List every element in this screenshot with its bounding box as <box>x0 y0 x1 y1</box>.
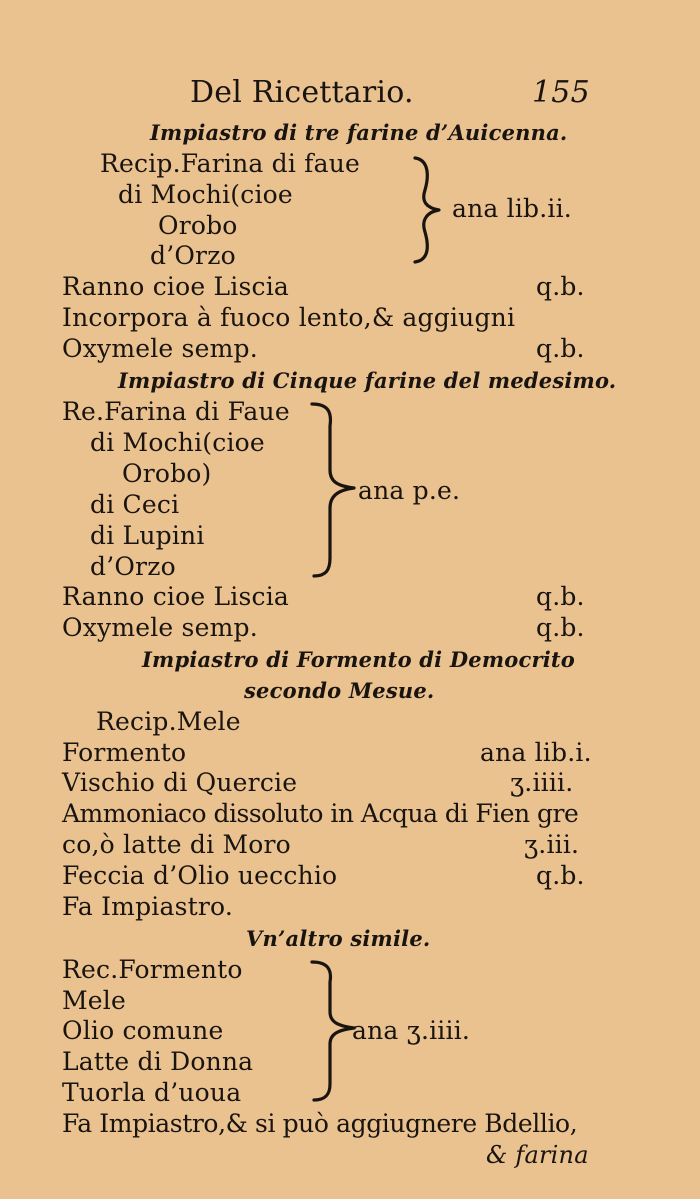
ana-quantity: ana p.e. <box>358 476 461 505</box>
recipe-line: Oxymele semp. <box>62 334 258 363</box>
quantity: q.b. <box>536 613 585 642</box>
recipe-line: Fa Impiastro,& si può aggiugnere Bdellio, <box>62 1109 578 1138</box>
quantity: ʒ.iii. <box>524 830 580 859</box>
recipe-heading: Impiastro di tre farine d’Auicenna. <box>150 120 568 145</box>
recipe-heading: Vn’altro simile. <box>246 926 431 951</box>
recipe-heading: Impiastro di Formento di Democrito <box>142 647 575 672</box>
page-number: 155 <box>532 75 590 110</box>
ingredient-line: d’Orzo <box>150 241 236 270</box>
ingredient-line: Re.Farina di Faue <box>62 397 290 426</box>
quantity: q.b. <box>536 861 585 890</box>
ingredient-line: Orobo) <box>122 459 212 488</box>
recipe-line: Vischio di Quercie <box>62 768 298 797</box>
quantity: ana lib.i. <box>480 738 592 767</box>
recipe-heading: Impiastro di Cinque farine del medesimo. <box>118 368 617 393</box>
ingredient-line: Latte di Donna <box>62 1047 254 1076</box>
recipe-line: Fa Impiastro. <box>62 892 233 921</box>
ingredient-line: di Lupini <box>90 521 205 550</box>
ana-quantity: ana lib.ii. <box>452 194 572 223</box>
ingredient-line: Olio comune <box>62 1016 224 1045</box>
recipe-line: & farina <box>486 1141 589 1169</box>
ingredient-line: di Ceci <box>90 490 180 519</box>
recipe-line: Incorpora à fuoco lento,& aggiugni <box>62 303 516 332</box>
ana-quantity: ana ʒ.iiii. <box>352 1016 471 1045</box>
ingredient-line: Tuorla d’uoua <box>62 1078 242 1107</box>
ingredient-line: Rec.Formento <box>62 955 243 984</box>
recipe-line: Formento <box>62 738 187 767</box>
ingredient-line: Mele <box>62 986 126 1015</box>
recipe-heading: secondo Mesue. <box>244 678 435 703</box>
recipe-line: Ranno cioe Liscia <box>62 582 290 611</box>
ingredient-line: Orobo <box>158 211 238 240</box>
ingredient-line: Recip.Farina di faue <box>100 149 361 178</box>
recipe-line: Recip.Mele <box>96 707 241 736</box>
recipe-line: Feccia d’Olio uecchio <box>62 861 338 890</box>
running-title: Del Ricettario. <box>190 75 414 110</box>
recipe-line: Ranno cioe Liscia <box>62 272 290 301</box>
quantity: q.b. <box>536 272 585 301</box>
recipe-line: co,ò latte di Moro <box>62 830 291 859</box>
ingredient-line: di Mochi(cioe <box>118 180 293 209</box>
recipe-line: Ammoniaco dissoluto in Acqua di Fien gre <box>62 799 579 828</box>
ingredient-line: di Mochi(cioe <box>90 428 265 457</box>
quantity: q.b. <box>536 582 585 611</box>
quantity: ʒ.iiii. <box>510 768 574 797</box>
recipe-line: Oxymele semp. <box>62 613 258 642</box>
quantity: q.b. <box>536 334 585 363</box>
curly-brace <box>405 152 455 268</box>
ingredient-line: d’Orzo <box>90 552 176 581</box>
